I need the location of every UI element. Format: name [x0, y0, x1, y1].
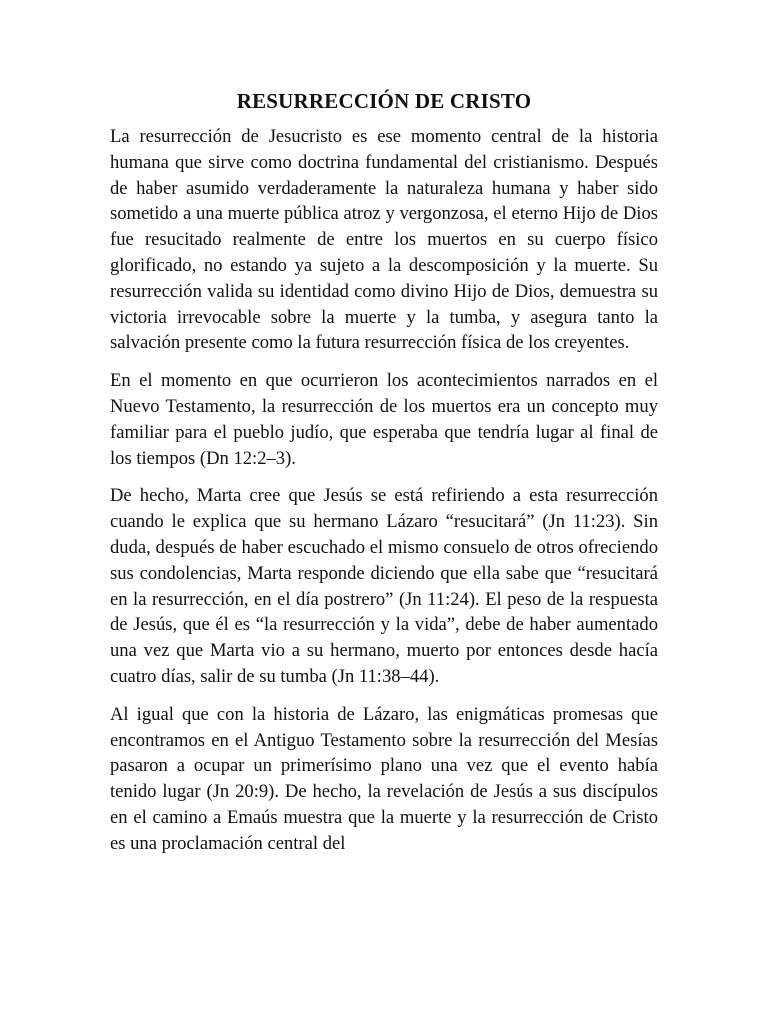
document-page: [110, 86, 658, 869]
paragraph-3: De hecho, Marta cree que Jesús se está refiriendo a esta resurrección cuando le explica que su hermano Lázaro “resucitará” (Jn 11:23). Sin duda, después de haber escuchado el mismo consuelo de otros ofreciendo sus condolencias, Marta responde diciendo que ella sabe que “resucitará en la resurrección, en el día postrero” (Jn 11:24). El peso de la respuesta de Jesús, que él es “la resurrección y la vida”, debe de haber aumentado una vez que Marta vio a su hermano, muerto por entonces desde hacía cuatro días, salir de su tumba (Jn 11:38–44).: [110, 485, 658, 687]
paragraph-4: Al igual que con la historia de Lázaro, las enigmáticas promesas que encontramos en el Antiguo Testamento sobre la resurrección del Mesías pasaron a ocupar un primerísimo plano una vez que el evento había tenido lugar (Jn 20:9). De hecho, la revelación de Jesús a sus discípulos en el camino a Emaús muestra que la muerte y la resurrección de Cristo es una proclamación central del: [110, 703, 658, 854]
paragraph-2: En el momento en que ocurrieron los acontecimientos narrados en el Nuevo Testamento, la resurrección de los muertos era un concepto muy familiar para el pueblo judío, que esperaba que tendría lugar al final de los tiempos (Dn 12:2–3).: [110, 370, 658, 469]
document-title: RESURRECCIÓN DE CRISTO: [236, 89, 532, 113]
paragraph-1: La resurrección de Jesucristo es ese momento central de la historia humana que sirve como doctrina fundamental del cristianismo. Después de haber asumido verdaderamente la naturaleza humana y haber sido sometido a una muerte pública atroz y vergonzosa, el eterno Hijo de Dios fue resucitado realmente de entre los muertos en su cuerpo físico glorificado, no estando ya sujeto a la descomposición y la muerte. Su resurrección valida su identidad como divino Hijo de Dios, demuestra su victoria irrevocable sobre la muerte y la tumba, y asegura tanto la salvación presente como la futura resurrección física de los creyentes.: [110, 126, 658, 354]
